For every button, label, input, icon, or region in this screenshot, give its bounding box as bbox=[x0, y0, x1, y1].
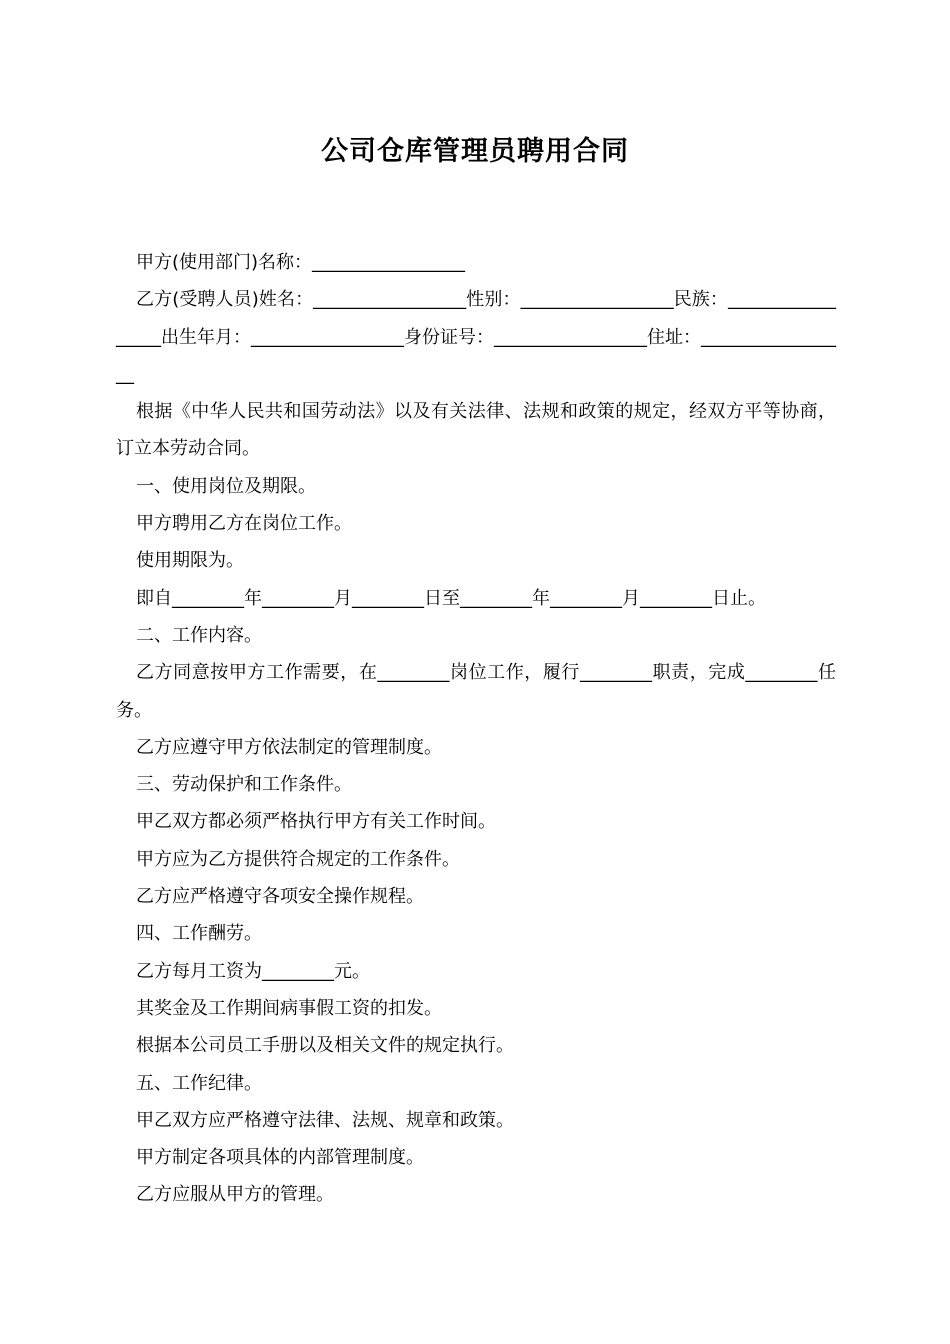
section-heading-2: 二、工作内容。 bbox=[136, 624, 262, 646]
clause-line: 甲乙双方应严格遵守法律、法规、规章和政策。 bbox=[136, 1109, 514, 1131]
clause-line: 其奖金及工作期间病事假工资的扣发。 bbox=[136, 997, 442, 1019]
clause-line: 根据本公司员工手册以及相关文件的规定执行。 bbox=[136, 1035, 514, 1057]
salary-line: 乙方每月工资为________元。 bbox=[136, 960, 370, 982]
clause-line: 乙方应遵守甲方依法制定的管理制度。 bbox=[136, 736, 442, 758]
clause-line: 使用期限为。 bbox=[136, 550, 244, 572]
contract-body bbox=[116, 244, 836, 1214]
clause-line: 乙方应严格遵守各项安全操作规程。 bbox=[136, 886, 424, 908]
term-dates-line: 即自________年________月________日至________年________月________日止。 bbox=[136, 587, 766, 609]
section-heading-3: 三、劳动保护和工作条件。 bbox=[136, 774, 352, 796]
preamble-paragraph: 根据《中华人民共和国劳动法》以及有关法律、法规和政策的规定，经双方平等协商，订立本劳动合同。 bbox=[116, 401, 836, 460]
party-a-name-line: 甲方(使用部门)名称：_________________ bbox=[136, 252, 466, 273]
clause-line: 甲方制定各项具体的内部管理制度。 bbox=[136, 1147, 424, 1169]
party-b-info-line: 乙方(受聘人员)姓名：_________________性别：_________________民族：_________________出生年月：_________________身份证号：_________________住址：_________________ bbox=[116, 289, 836, 385]
clause-line: 乙方同意按甲方工作需要，在________岗位工作，履行________职责，完成________任务。 bbox=[116, 662, 836, 721]
section-heading-5: 五、工作纪律。 bbox=[136, 1072, 262, 1094]
clause-line: 甲乙双方都必须严格执行甲方有关工作时间。 bbox=[136, 811, 496, 833]
clause-line: 乙方应服从甲方的管理。 bbox=[136, 1184, 334, 1206]
document-title: 公司仓库管理员聘用合同 bbox=[321, 136, 629, 167]
section-heading-1: 一、使用岗位及期限。 bbox=[136, 475, 316, 497]
clause-line: 甲方应为乙方提供符合规定的工作条件。 bbox=[136, 848, 460, 870]
clause-line: 甲方聘用乙方在岗位工作。 bbox=[136, 513, 352, 535]
section-heading-4: 四、工作酬劳。 bbox=[136, 923, 262, 945]
